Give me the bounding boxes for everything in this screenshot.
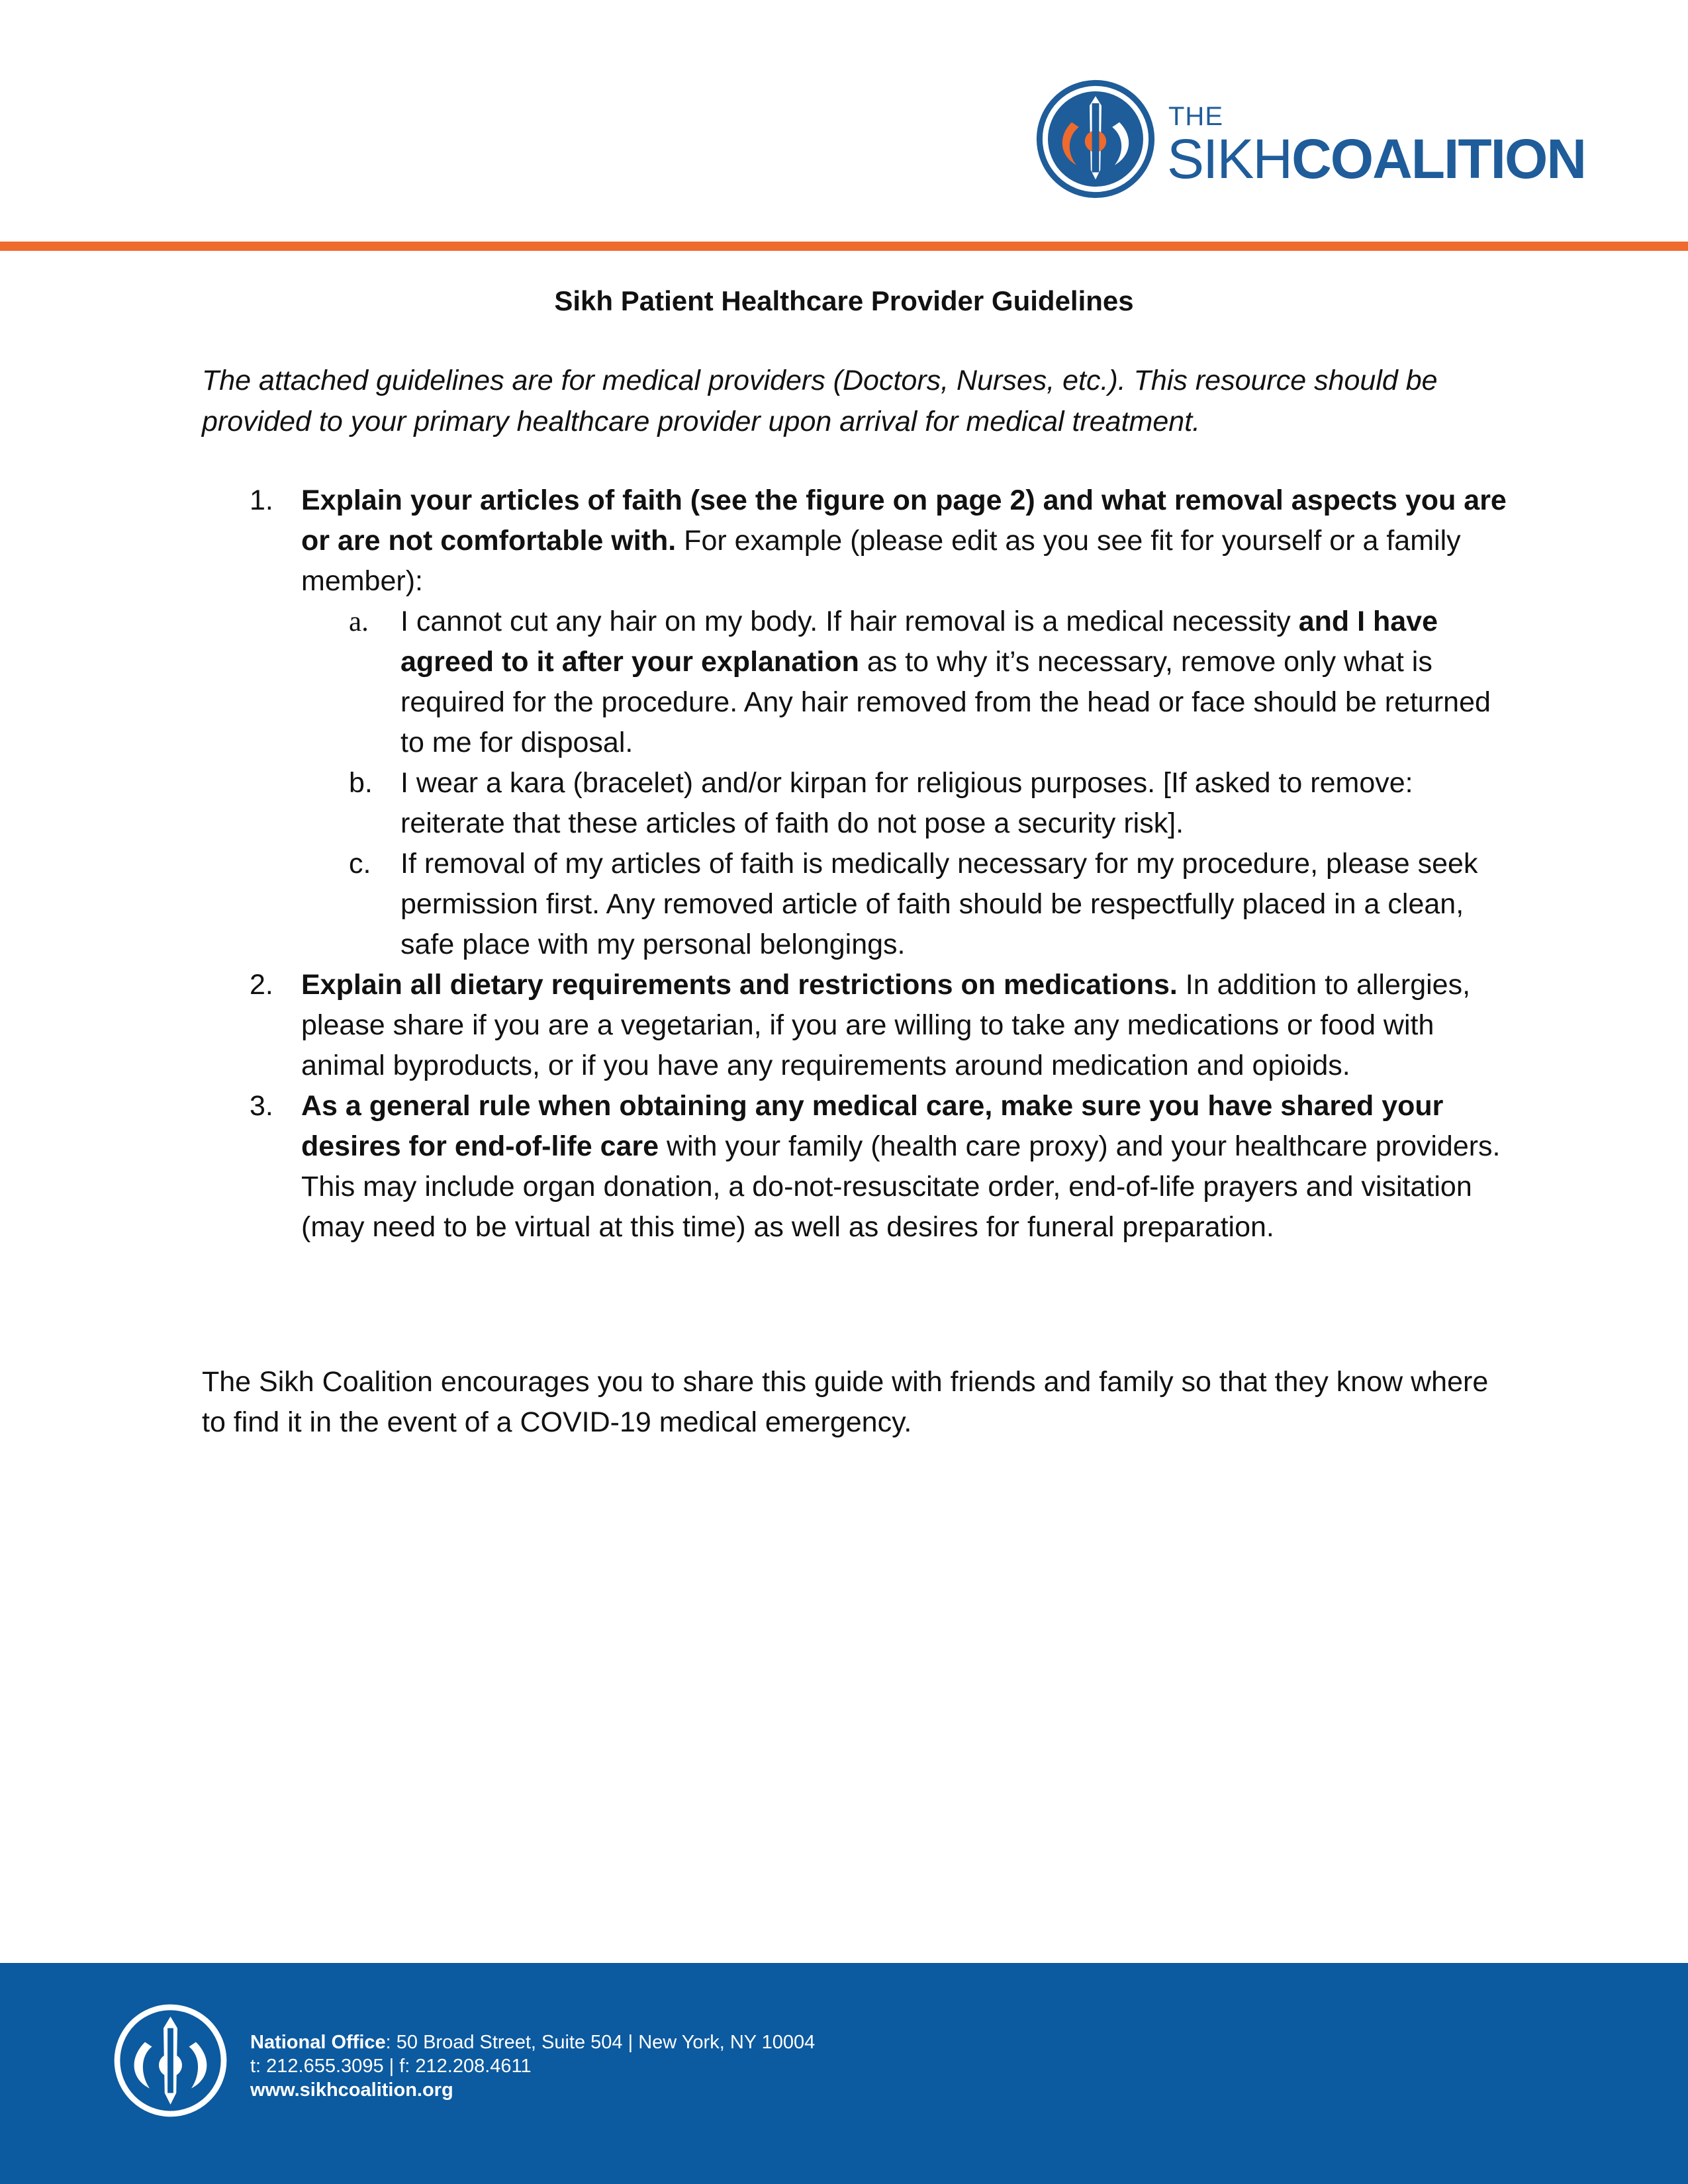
list-item-text: with your family (health care proxy) and your healthcare providers. This may include organ donation, a do-not-resuscitate order, end-of-life prayers and visitation (may need to be virtual at this time) as well as desires for funeral preparation. <box>301 1130 1501 1243</box>
sub-text-before: I wear a kara (bracelet) and/or kirpan for religious purposes. [If asked to remove: reiterate that these articles of faith do not pose a security risk]. <box>400 767 1413 839</box>
footer-address-line <box>250 2030 815 2054</box>
sub-item-c <box>202 844 1513 965</box>
closing-paragraph: The Sikh Coalition encourages you to share this guide with friends and family so that they know where to find it in the event of a COVID-19 medical emergency. <box>202 1366 1489 1438</box>
website-text[interactable]: www.sikhcoalition.org <box>250 2079 453 2101</box>
khanda-emblem-icon <box>113 2003 228 2118</box>
logo-word-light: SIKH <box>1167 128 1292 190</box>
header-rule <box>0 242 1688 251</box>
sub-letter: b. <box>349 767 373 799</box>
sub-text-before: I cannot cut any hair on my body. If hair removal is a medical necessity <box>400 606 1299 637</box>
logo-word-bold: COALITION <box>1291 128 1586 190</box>
sub-text-bold: and I have agreed to it after your explanation <box>400 606 1438 678</box>
list-item-bold: Explain your articles of faith (see the figure on page 2) and what removal aspects you are or are not comfortable with. <box>301 484 1507 557</box>
sub-text-before: If removal of my articles of faith is medically necessary for my procedure, please seek permission first. Any removed article of faith should be respectfully placed in a clean, safe place with my personal belongings. <box>400 848 1478 960</box>
document-title: Sikh Patient Healthcare Provider Guidelines <box>554 285 1134 316</box>
list-item-bold: As a general rule when obtaining any medical care, make sure you have shared your desires for end-of-life care <box>301 1090 1444 1162</box>
guidelines-list <box>202 480 1513 1248</box>
logo-the-text: THE <box>1168 102 1223 131</box>
sikh-coalition-logo <box>1036 79 1592 199</box>
intro-paragraph: The attached guidelines are for medical providers (Doctors, Nurses, etc.). This resource should be provided to your primary healthcare provider upon arrival for medical treatment. <box>202 365 1438 437</box>
footer-phone-line: t: 212.655.3095 | f: 212.208.4611 <box>250 2056 532 2077</box>
footer-bar <box>0 1963 1688 2184</box>
list-item-text: In addition to allergies, please share if you are a vegetarian, if you are willing to take any medications or food with animal byproducts, or if you have any requirements around medication and opioids. <box>301 969 1471 1081</box>
office-address: : 50 Broad Street, Suite 504 | New York, NY 10004 <box>385 2032 816 2053</box>
office-label: National Office <box>250 2032 386 2053</box>
logo-wordmark <box>1167 128 1586 190</box>
list-item-1 <box>202 480 1513 602</box>
khanda-emblem-icon <box>1036 79 1155 199</box>
list-item-bold: Explain all dietary requirements and restrictions on medications. <box>301 969 1178 1001</box>
sub-letter: a. <box>349 606 369 637</box>
sub-text-after: as to why it’s necessary, remove only what is required for the procedure. Any hair removed from the head or face should be returned to me for disposal. <box>400 646 1491 758</box>
list-number: 1. <box>250 484 273 516</box>
list-item-text: For example (please edit as you see fit for yourself or a family member): <box>301 525 1461 597</box>
sub-item-b <box>202 763 1513 844</box>
list-number: 2. <box>250 969 273 1001</box>
list-item-2 <box>202 965 1513 1086</box>
sub-item-a <box>202 602 1513 763</box>
list-number: 3. <box>250 1090 273 1122</box>
footer-website-link[interactable] <box>250 2078 815 2102</box>
sub-letter: c. <box>349 848 371 880</box>
list-item-3 <box>202 1086 1513 1248</box>
footer-contact <box>250 2030 815 2102</box>
